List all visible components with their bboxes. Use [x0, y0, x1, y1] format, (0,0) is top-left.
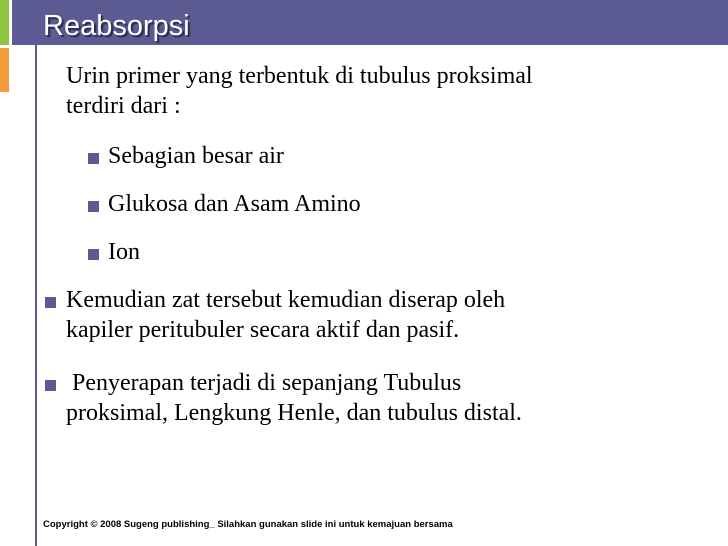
bullet-2-line-1: Penyerapan terjadi di sepanjang Tubulus [66, 370, 462, 396]
bullet-marker [45, 380, 56, 391]
sub-bullet-marker [88, 201, 99, 212]
copyright-footer: Copyright © 2008 Sugeng publishing_ Silahkan gunakan slide ini untuk kemajuan bersama [43, 519, 453, 530]
sub-item-3: Ion [108, 239, 140, 265]
bullet-2-line-2: proksimal, Lengkung Henle, dan tubulus distal. [66, 400, 522, 426]
sub-item-1: Sebagian besar air [108, 143, 284, 169]
sub-item-2: Glukosa dan Asam Amino [108, 191, 361, 217]
bullet-1-line-2: kapiler peritubuler secara aktif dan pasif. [66, 317, 460, 343]
vertical-rule [35, 0, 37, 546]
bullet-marker [45, 297, 56, 308]
orange-accent-block [0, 48, 9, 92]
green-accent-block [0, 0, 9, 45]
sub-bullet-marker [88, 153, 99, 164]
bullet-1-line-1: Kemudian zat tersebut kemudian diserap oleh [66, 287, 506, 313]
sub-bullet-marker [88, 249, 99, 260]
slide-title: Reabsorpsi [43, 10, 190, 42]
intro-line-2: terdiri dari : [66, 93, 181, 119]
intro-line-1: Urin primer yang terbentuk di tubulus proksimal [66, 63, 533, 89]
